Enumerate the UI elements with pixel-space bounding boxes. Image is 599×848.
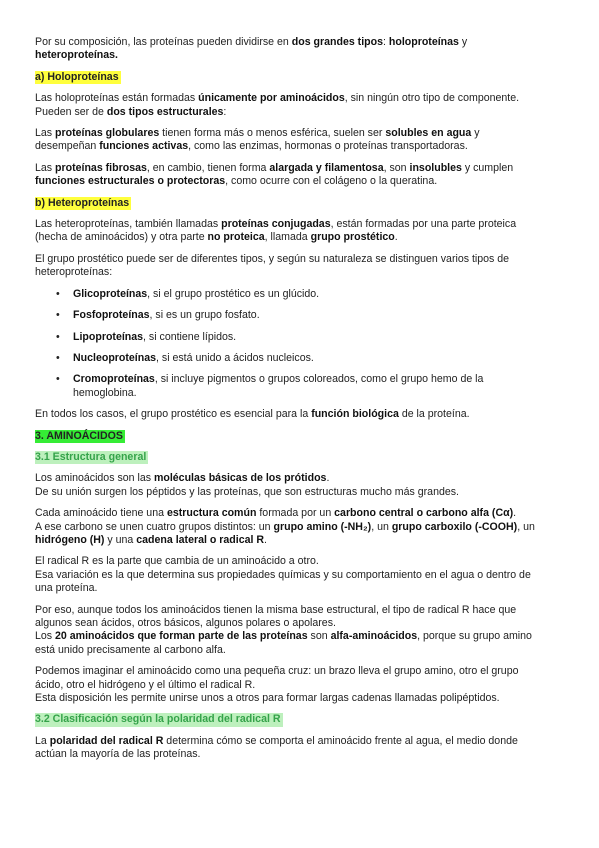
bold-text: función biológica bbox=[311, 408, 399, 421]
bold-text: cadena lateral o radical R bbox=[136, 533, 265, 546]
text: Las holoproteínas están formadas bbox=[35, 92, 199, 105]
text: (hecha de aminoácidos) y otra parte bbox=[35, 231, 208, 244]
text: Esta disposición les permite unirse unos a otros para formar largas cadenas llamadas polipéptidos. bbox=[35, 692, 500, 705]
bold-text: proteínas conjugadas bbox=[221, 218, 331, 231]
bold-text: dos grandes tipos bbox=[291, 36, 383, 48]
bold-text: dos tipos estructurales bbox=[106, 105, 224, 118]
cruz-paragraph bbox=[35, 665, 565, 705]
text: y bbox=[458, 36, 468, 48]
bold-text: moléculas básicas de los prótidos bbox=[153, 472, 327, 485]
heading-estructura-general bbox=[35, 451, 565, 464]
bold-text: únicamente por aminoácidos bbox=[198, 92, 345, 105]
text: De su unión surgen los péptidos y las proteínas, que son estructuras mucho más grandes. bbox=[35, 485, 459, 498]
text: una proteína. bbox=[35, 582, 98, 595]
text: : bbox=[223, 105, 227, 118]
polaridad-paragraph bbox=[35, 735, 565, 762]
radical-r-paragraph bbox=[35, 555, 565, 595]
heading-text: b) Heteroproteínas bbox=[35, 196, 130, 209]
text: y bbox=[471, 127, 480, 140]
intro-paragraph bbox=[35, 36, 565, 63]
text: A ese carbono se unen cuatro grupos distintos: un bbox=[35, 520, 274, 533]
fibrosas-paragraph bbox=[35, 162, 565, 189]
bold-text: grupo prostético bbox=[310, 231, 395, 244]
bold-text: 20 aminoácidos que forman parte de las proteínas bbox=[55, 630, 308, 643]
text: . bbox=[326, 472, 330, 485]
text: Pueden ser de bbox=[35, 105, 107, 118]
text: Cada aminoácido tiene una bbox=[35, 507, 167, 520]
text: , sin ningún otro tipo de componente. bbox=[344, 92, 520, 105]
text: Podemos imaginar el aminoácido como una pequeña cruz: un brazo lleva el grupo amino, otro el grupo bbox=[35, 665, 519, 678]
heading-text: 3.1 Estructura general bbox=[35, 450, 147, 463]
bold-text: Glicoproteínas bbox=[73, 287, 148, 300]
text: hemoglobina. bbox=[73, 386, 137, 399]
text: . bbox=[264, 533, 267, 546]
heading-holoproteinas bbox=[35, 71, 565, 84]
heteroproteinas-paragraph bbox=[35, 218, 565, 245]
text: , un bbox=[371, 520, 392, 533]
text: Por su composición, las proteínas pueden dividirse en bbox=[35, 36, 292, 48]
bullet-icon: • bbox=[56, 351, 60, 364]
heading-clasificacion-polaridad bbox=[35, 713, 565, 726]
text: Esa variación es la que determina sus propiedades químicas y su comportamiento en el agua o dentro de bbox=[35, 568, 531, 581]
text: En todos los casos, el grupo prostético es esencial para la bbox=[35, 408, 312, 421]
list-item bbox=[35, 331, 565, 344]
text: , llamada bbox=[264, 231, 311, 244]
grupo-prostetico-paragraph bbox=[35, 253, 565, 280]
heading-text: 3.2 Clasificación según la polaridad del radical R bbox=[35, 713, 281, 726]
list-item bbox=[35, 373, 565, 400]
bold-text: alargada y filamentosa bbox=[269, 161, 384, 174]
heading-text: 3. AMINOÁCIDOS bbox=[35, 429, 123, 442]
bold-text: funciones activas bbox=[99, 140, 189, 153]
text: , porque su grupo amino bbox=[417, 630, 532, 643]
bold-text: polaridad del radical R bbox=[49, 734, 164, 747]
bold-text: grupo amino (-NH₂) bbox=[273, 520, 372, 533]
bold-text: no proteica bbox=[207, 231, 265, 244]
text: y cumplen bbox=[461, 161, 514, 174]
text: son bbox=[307, 630, 331, 643]
alfa-aminoacidos-paragraph bbox=[35, 604, 565, 658]
text: , si es un grupo fosfato. bbox=[149, 309, 260, 322]
bold-text: estructura común bbox=[166, 507, 257, 520]
bold-text: Cromoproteínas bbox=[73, 373, 155, 386]
text: , en cambio, tienen forma bbox=[146, 161, 270, 174]
text: Las bbox=[35, 161, 56, 174]
bold-text: proteínas fibrosas bbox=[55, 161, 147, 174]
text: La bbox=[35, 734, 50, 747]
text: , están formadas por una parte proteica bbox=[330, 218, 517, 231]
heading-text: a) Holoproteínas bbox=[35, 70, 119, 83]
text: , como las enzimas, hormonas o proteínas transportadoras. bbox=[188, 140, 468, 153]
list-item bbox=[35, 288, 565, 301]
text: heteroproteínas: bbox=[35, 266, 113, 279]
globulares-paragraph bbox=[35, 127, 565, 154]
funcion-biologica-paragraph bbox=[35, 408, 565, 421]
holoproteinas-paragraph bbox=[35, 92, 565, 119]
text: Por eso, aunque todos los aminoácidos tienen la misma base estructural, el tipo de radical R hace que bbox=[35, 603, 517, 616]
bold-text: Lipoproteínas bbox=[73, 330, 144, 343]
text: está unido precisamente al carbono alfa. bbox=[35, 643, 226, 656]
bold-text: Nucleoproteínas bbox=[73, 351, 157, 364]
bold-text: proteínas globulares bbox=[55, 127, 160, 140]
heading-aminoacidos bbox=[35, 430, 565, 443]
bold-text: funciones estructurales o protectoras bbox=[35, 175, 226, 188]
bold-text: heteroproteínas. bbox=[35, 49, 119, 62]
bullet-icon: • bbox=[56, 373, 60, 386]
text: ácido, otro el hidrógeno y el último el radical R. bbox=[35, 678, 256, 691]
text: algunos sean ácidos, otros básicos, algunos polares o apolares. bbox=[35, 617, 336, 629]
text: , son bbox=[383, 161, 410, 174]
text: , si está unido a ácidos nucleicos. bbox=[156, 351, 314, 364]
text: Los aminoácidos son las bbox=[35, 472, 154, 485]
heading-heteroproteinas bbox=[35, 197, 565, 210]
bold-text: Fosfoproteínas bbox=[73, 309, 150, 322]
text: tienen forma más o menos esférica, suelen ser bbox=[159, 127, 386, 140]
bold-text: solubles en agua bbox=[385, 127, 472, 140]
bold-text: carbono central o carbono alfa (Cα) bbox=[334, 507, 514, 520]
bold-text: grupo carboxilo (-COOH) bbox=[391, 520, 518, 533]
text: El radical R es la parte que cambia de un aminoácido a otro. bbox=[35, 555, 319, 568]
text: Los bbox=[35, 630, 56, 643]
heteroproteinas-list bbox=[35, 288, 565, 400]
text: , si el grupo prostético es un glúcido. bbox=[147, 287, 320, 300]
text: El grupo prostético puede ser de diferentes tipos, y según su naturaleza se distinguen varios tipos de bbox=[35, 252, 510, 265]
bullet-icon: • bbox=[56, 287, 60, 300]
text: actúan la mayoría de las proteínas. bbox=[35, 748, 201, 761]
bold-text: hidrógeno (H) bbox=[35, 533, 105, 546]
bold-text: insolubles bbox=[409, 161, 462, 174]
bold-text: alfa-aminoácidos bbox=[330, 630, 418, 643]
bold-text: holoproteínas bbox=[388, 36, 459, 48]
document-page bbox=[35, 36, 565, 770]
text: , un bbox=[517, 520, 535, 533]
text: y una bbox=[104, 533, 137, 546]
text: . bbox=[513, 507, 517, 520]
list-item bbox=[35, 352, 565, 365]
list-item bbox=[35, 309, 565, 322]
text: Las bbox=[35, 127, 56, 140]
text: de la proteína. bbox=[398, 408, 470, 421]
text: formada por un bbox=[256, 507, 335, 520]
text: : bbox=[383, 36, 389, 48]
text: , como ocurre con el colágeno o la queratina. bbox=[225, 175, 438, 188]
text: , si incluye pigmentos o grupos coloreados, como el grupo hemo de la bbox=[154, 373, 484, 386]
text: Las heteroproteínas, también llamadas bbox=[35, 218, 222, 231]
aminoacidos-intro-paragraph bbox=[35, 472, 565, 499]
text: , si contiene lípidos. bbox=[143, 330, 237, 343]
text: . bbox=[394, 231, 398, 244]
text: determina cómo se comporta el aminoácido frente al agua, el medio donde bbox=[163, 734, 518, 747]
estructura-comun-paragraph bbox=[35, 507, 565, 547]
text: desempeñan bbox=[35, 140, 100, 153]
bullet-icon: • bbox=[56, 309, 60, 322]
bullet-icon: • bbox=[56, 330, 60, 343]
